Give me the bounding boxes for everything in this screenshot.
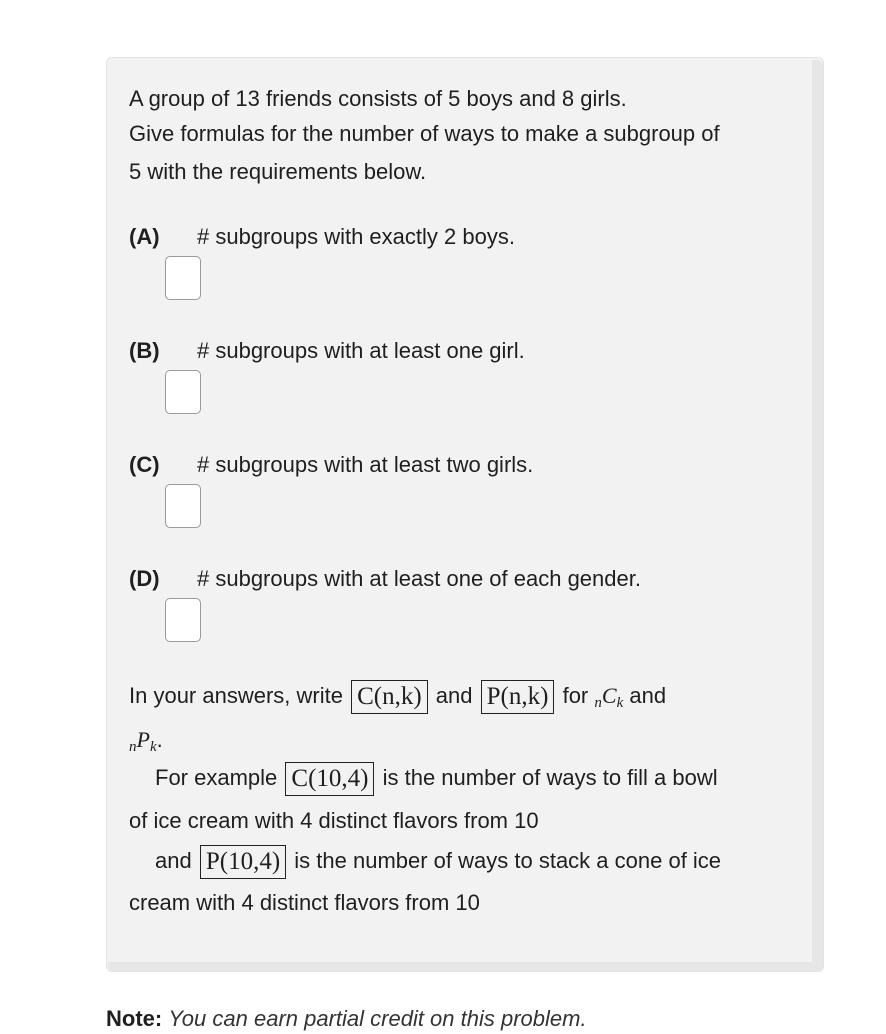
part-a-question: # subgroups with exactly 2 boys.: [197, 224, 515, 249]
intro-line-1: A group of 13 friends consists of 5 boys and 8 girls.: [129, 86, 627, 111]
intro-line-2: Give formulas for the number of ways to make a subgroup of: [129, 121, 720, 146]
example-permutation-line-1: [155, 843, 721, 879]
example-permutation-text-1: is the number of ways to stack a cone of ice: [294, 848, 722, 873]
code-permutation-example: P(n,k): [481, 680, 555, 714]
part-c-label: (C): [129, 452, 160, 477]
example-combination-text-2: of ice cream with 4 distinct flavors from 10: [129, 808, 539, 833]
part-c-question: # subgroups with at least two girls.: [197, 452, 534, 477]
part-d-label: (D): [129, 566, 160, 591]
example-permutation-text-2: cream with 4 distinct flavors from 10: [129, 890, 480, 915]
card-bottom-border: [108, 962, 823, 971]
part-b-answer-input[interactable]: [165, 370, 201, 414]
card-right-border: [812, 60, 823, 970]
part-b-question: # subgroups with at least one girl.: [197, 338, 525, 363]
example-and: and: [155, 848, 192, 873]
math-combination-notation: [594, 683, 624, 711]
example-code-combination: C(10,4): [285, 762, 374, 796]
math-c-pre-sub: n: [594, 695, 602, 711]
instructions-and: and: [435, 683, 473, 708]
intro-line-3: 5 with the requirements below.: [129, 159, 427, 184]
part-c-answer-input[interactable]: [165, 484, 201, 528]
math-p-sub: k: [149, 739, 157, 755]
instructions-for: for: [562, 683, 589, 708]
example-prefix: For example: [155, 765, 278, 790]
math-p-main: P: [136, 727, 150, 752]
instructions-line-1: [129, 678, 666, 721]
instructions-prefix: In your answers, write: [129, 683, 343, 708]
example-combination-text-1: is the number of ways to fill a bowl: [382, 765, 718, 790]
part-b-label: (B): [129, 338, 160, 363]
part-a-answer-input[interactable]: [165, 256, 201, 300]
note-label: Note:: [106, 1006, 163, 1031]
math-p-pre-sub: n: [129, 739, 137, 755]
part-a-label: (A): [129, 224, 160, 249]
math-permutation-notation: [129, 727, 157, 755]
math-c-main: C: [601, 683, 617, 708]
part-d-question: # subgroups with at least one of each gender.: [197, 566, 641, 591]
example-combination-line-1: [155, 760, 718, 796]
math-c-sub: k: [616, 695, 624, 711]
partial-credit-note: [106, 1004, 587, 1034]
note-text: You can earn partial credit on this problem.: [168, 1006, 587, 1031]
part-d-answer-input[interactable]: [165, 598, 201, 642]
example-code-permutation: P(10,4): [200, 845, 286, 879]
instructions-line-2: [129, 722, 163, 765]
code-combination-example: C(n,k): [351, 680, 428, 714]
math-p-period: .: [156, 727, 163, 752]
instructions-and-2: and: [629, 683, 667, 708]
